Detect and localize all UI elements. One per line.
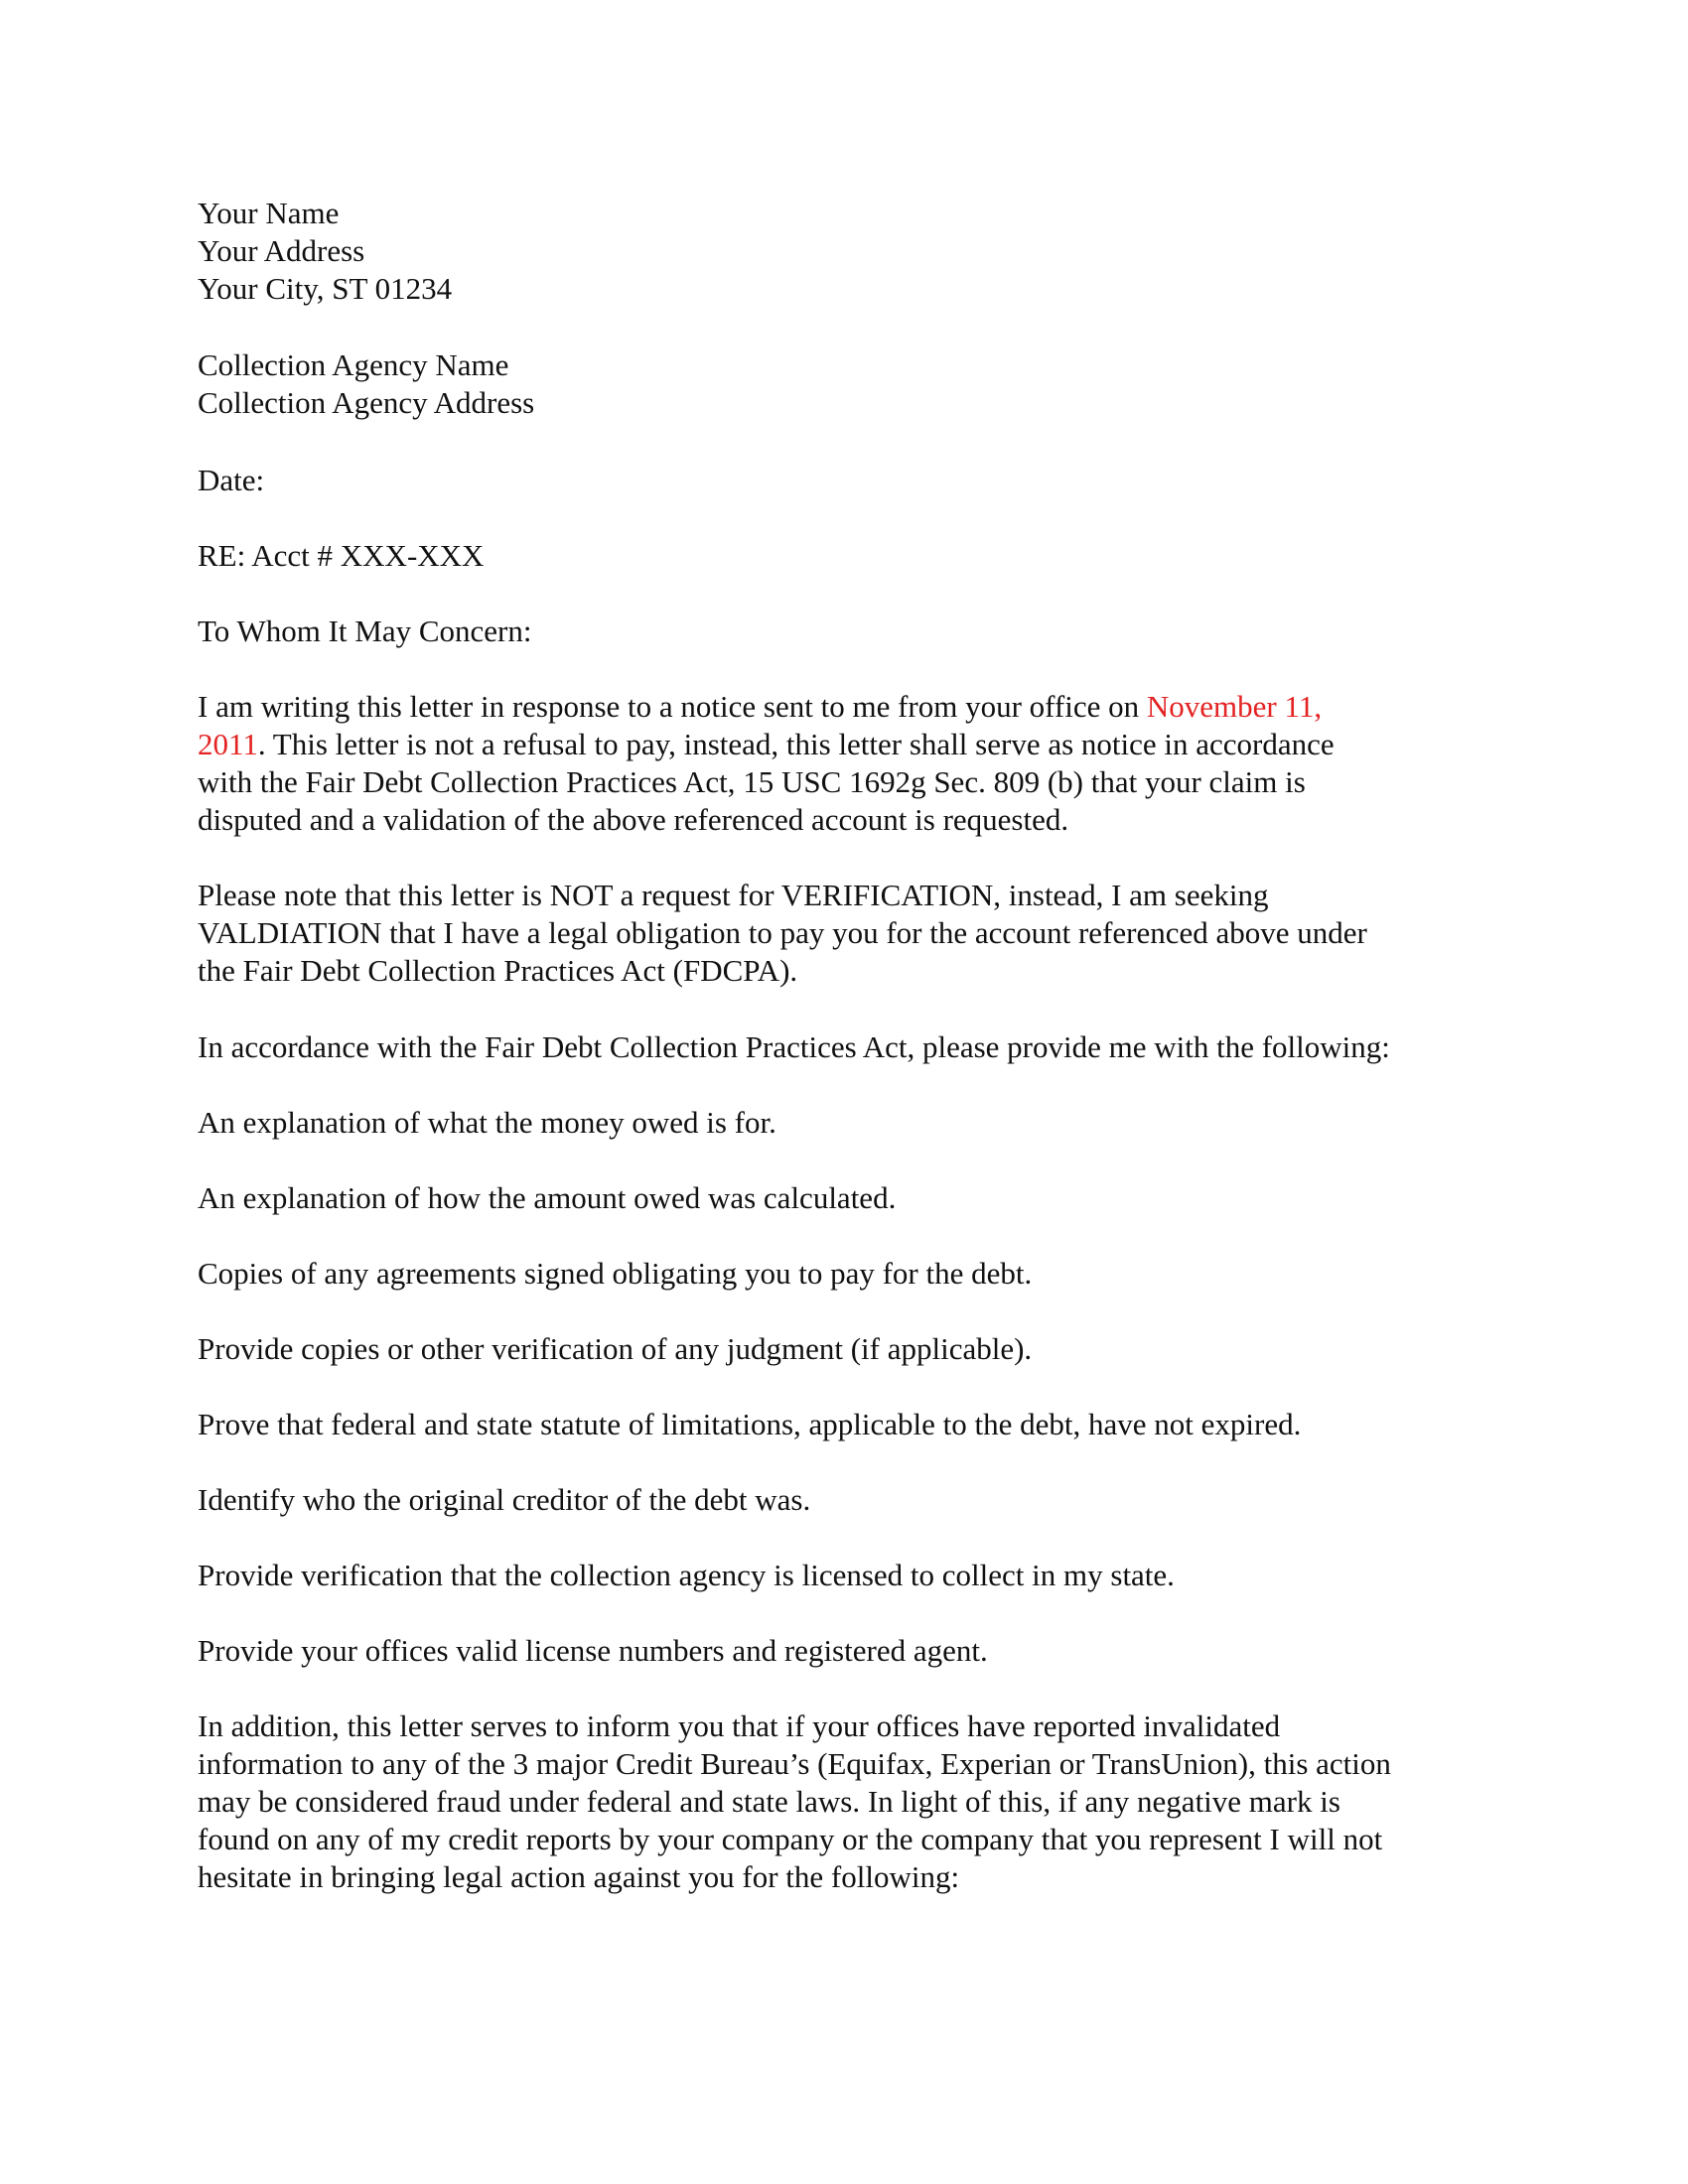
request-item-text: Copies of any agreements signed obligating you to pay for the debt. — [198, 1256, 1033, 1291]
request-item — [198, 1179, 1488, 1217]
intro-line-1 — [198, 688, 1488, 726]
request-item-text: Prove that federal and state statute of limitations, applicable to the debt, have not expired. — [198, 1407, 1302, 1441]
sender-name: Your Name — [198, 196, 340, 230]
request-item — [198, 1557, 1488, 1594]
closing-line-3: may be considered fraud under federal and state laws. In light of this, if any negative mark is — [198, 1784, 1340, 1819]
salutation: To Whom It May Concern: — [198, 614, 532, 648]
closing-paragraph — [198, 1707, 1488, 1896]
request-item — [198, 1406, 1488, 1443]
request-intro-line — [198, 1028, 1488, 1066]
request-item-text: Provide your offices valid license numbers and registered agent. — [198, 1633, 988, 1668]
intro-line-1-text: I am writing this letter in response to a notice sent to me from your office on — [198, 689, 1147, 724]
reference-line — [198, 537, 1488, 575]
sender-address: Your Address — [198, 233, 365, 268]
notice-year-highlight: 2011 — [198, 727, 258, 761]
account-reference: RE: Acct # XXX-XXX — [198, 538, 485, 573]
sender-city-state-zip: Your City, ST 01234 — [198, 271, 453, 306]
date-label: Date: — [198, 463, 265, 497]
recipient-name: Collection Agency Name — [198, 347, 509, 382]
request-intro: In accordance with the Fair Debt Collection Practices Act, please provide me with the following: — [198, 1029, 1390, 1064]
request-item — [198, 1632, 1488, 1670]
request-item-text: An explanation of what the money owed is for. — [198, 1105, 776, 1140]
intro-paragraph — [198, 688, 1488, 839]
request-item-text: Provide verification that the collection agency is licensed to collect in my state. — [198, 1558, 1175, 1592]
intro-line-2 — [198, 726, 1488, 763]
intro-line-4: disputed and a validation of the above referenced account is requested. — [198, 802, 1069, 837]
validation-line-1: Please note that this letter is NOT a request for VERIFICATION, instead, I am seeking — [198, 878, 1269, 912]
sender-address-block — [198, 195, 1488, 308]
recipient-address-block — [198, 346, 1488, 422]
request-item-text: An explanation of how the amount owed was calculated. — [198, 1180, 897, 1215]
closing-line-2: information to any of the 3 major Credit Bureau’s (Equifax, Experian or TransUnion), this action — [198, 1746, 1391, 1781]
closing-line-5: hesitate in bringing legal action against you for the following: — [198, 1859, 960, 1894]
request-item-text: Provide copies or other verification of any judgment (if applicable). — [198, 1331, 1033, 1366]
recipient-address: Collection Agency Address — [198, 385, 535, 420]
validation-line-3: the Fair Debt Collection Practices Act (FDCPA). — [198, 953, 798, 988]
validation-line-2: VALDIATION that I have a legal obligation to pay you for the account referenced above under — [198, 915, 1367, 950]
notice-date-highlight: November 11, — [1146, 689, 1323, 724]
intro-line-3: with the Fair Debt Collection Practices Act, 15 USC 1692g Sec. 809 (b) that your claim is — [198, 764, 1306, 799]
salutation-line — [198, 613, 1488, 650]
request-item — [198, 1481, 1488, 1519]
closing-line-1: In addition, this letter serves to inform you that if your offices have reported invalidated — [198, 1708, 1281, 1743]
closing-line-4: found on any of my credit reports by your company or the company that you represent I will not — [198, 1822, 1383, 1856]
validation-paragraph — [198, 877, 1488, 990]
request-item-text: Identify who the original creditor of the debt was. — [198, 1482, 811, 1517]
request-item — [198, 1104, 1488, 1142]
request-item — [198, 1255, 1488, 1293]
intro-line-2-text: . This letter is not a refusal to pay, instead, this letter shall serve as notice in accordance — [257, 727, 1335, 761]
date-line — [198, 462, 1488, 499]
request-item — [198, 1330, 1488, 1368]
